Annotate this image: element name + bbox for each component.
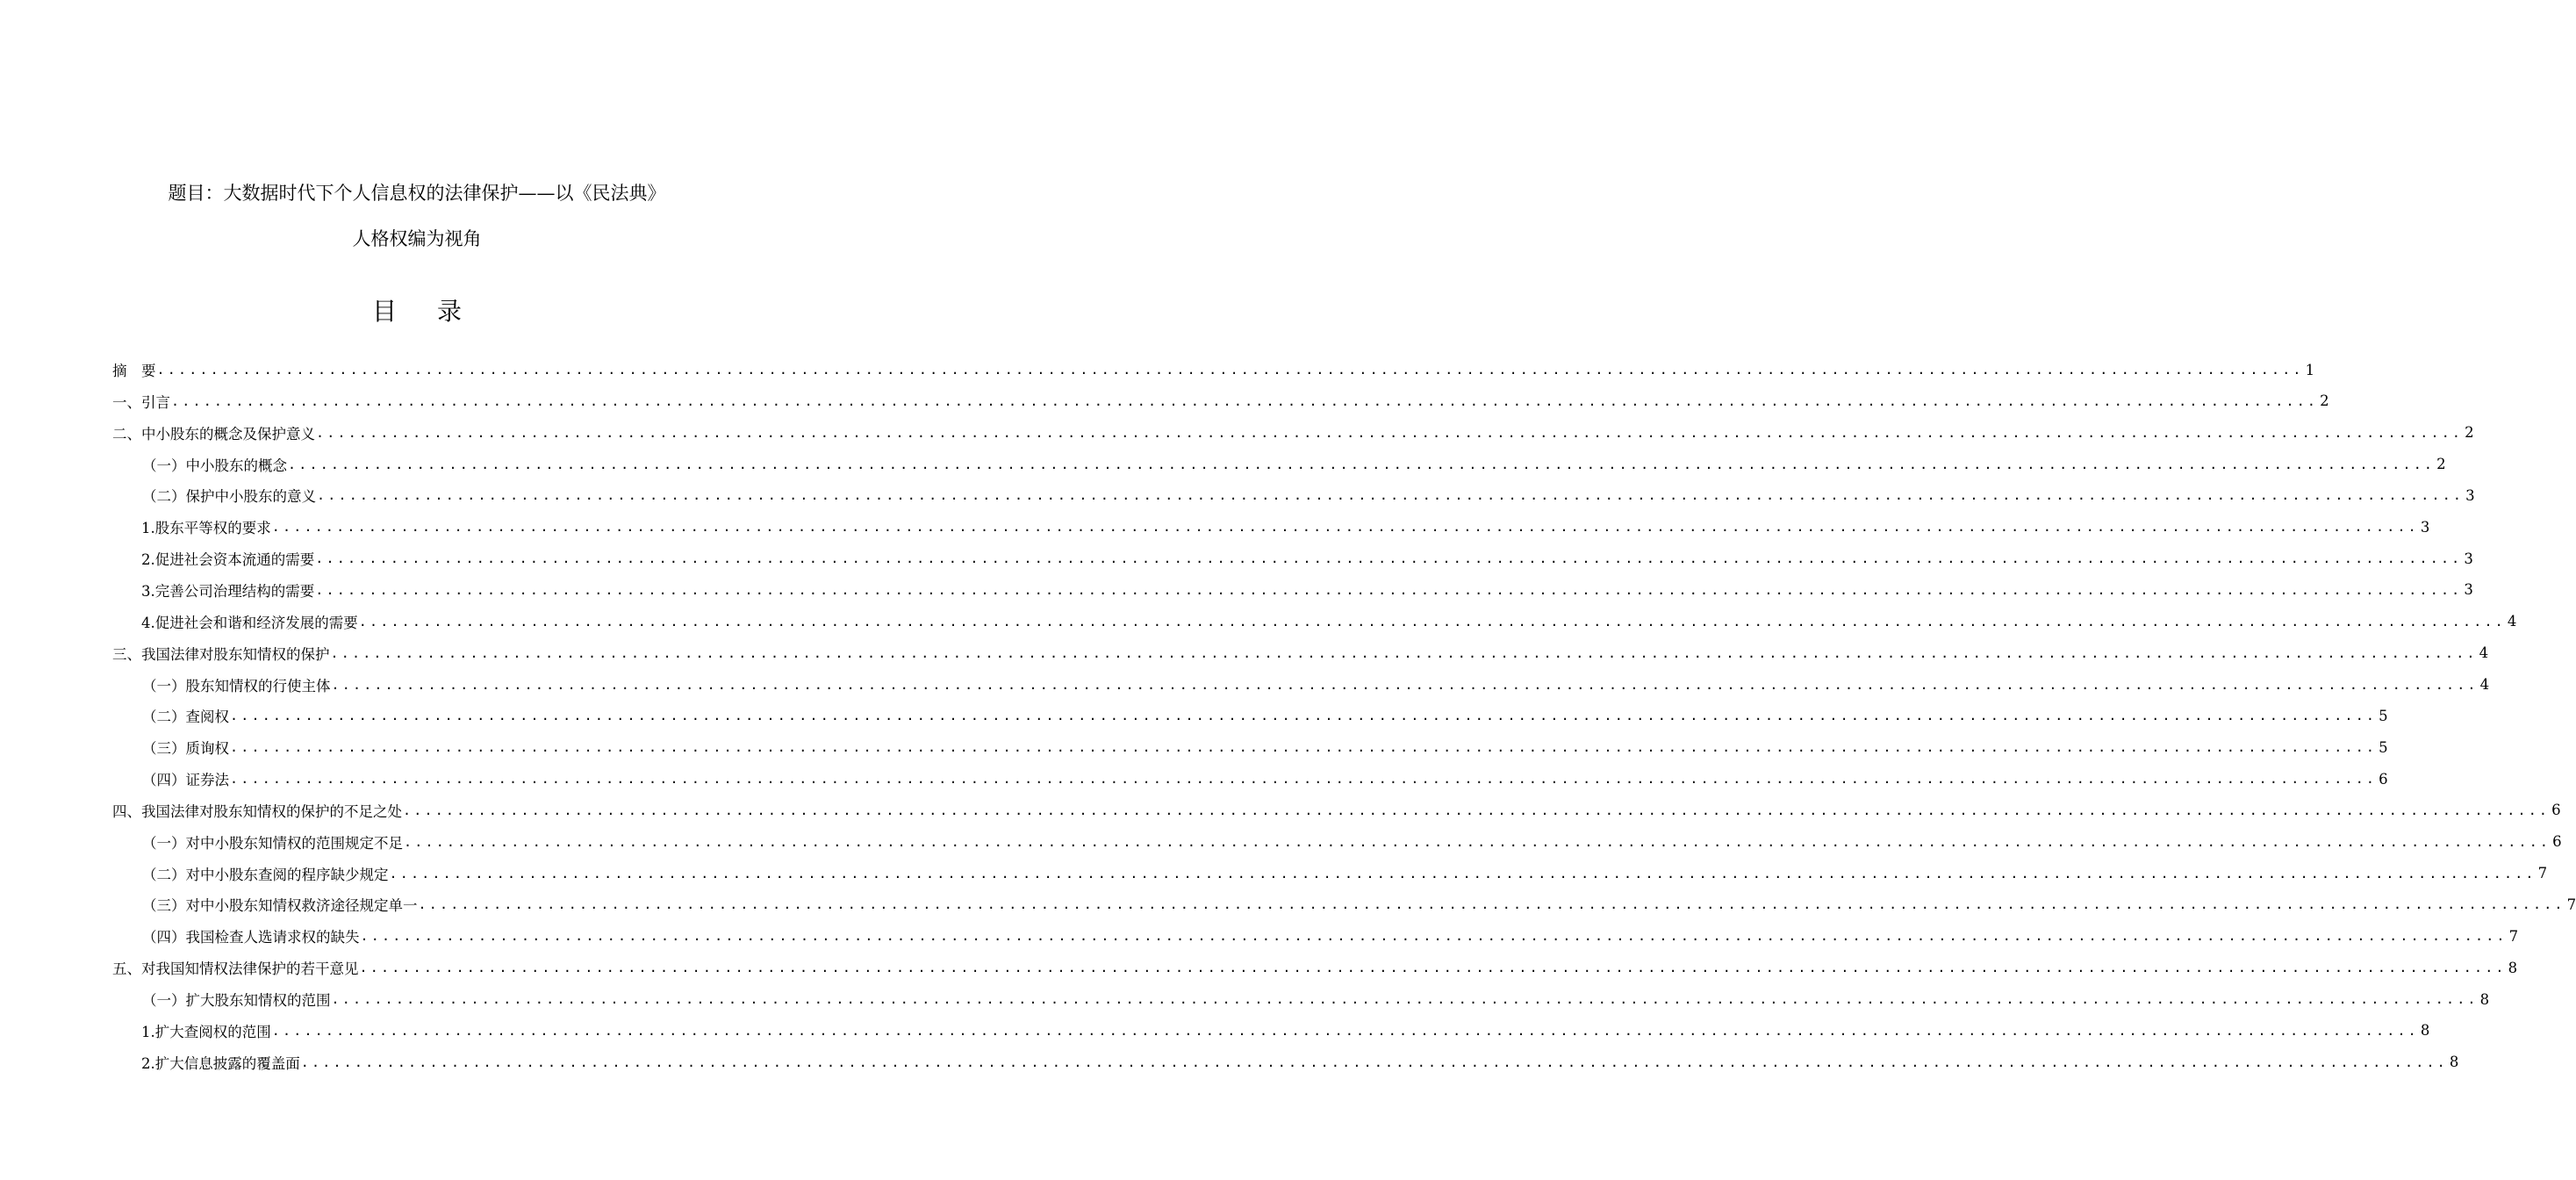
toc-entry[interactable] <box>112 512 2430 542</box>
toc-entry-page-number: 4 <box>2479 644 2489 662</box>
toc-entry-page-number: 2 <box>2320 392 2329 410</box>
toc-entry[interactable] <box>112 953 2518 982</box>
toc-entry-page-number: 5 <box>2379 707 2388 724</box>
toc-dot-leader: ........................................................................................................................................................................................................ <box>389 865 2537 881</box>
toc-entry-page-number: 4 <box>2507 613 2517 630</box>
toc-entry-page-number: 8 <box>2449 1054 2459 1071</box>
toc-entry[interactable] <box>112 638 2489 668</box>
toc-entry-title: （二）对中小股东查阅的程序缺少规定 <box>142 866 389 883</box>
toc-entry-title: （四）我国检查人选请求权的缺失 <box>142 929 360 946</box>
toc-entry-page-number: 1 <box>2305 361 2315 378</box>
toc-entry[interactable] <box>112 1047 2459 1077</box>
toc-dot-leader: ........................................................................................................................................................................................................ <box>271 1022 2419 1039</box>
toc-dot-leader: ........................................................................................................................................................................................................ <box>317 487 2465 504</box>
document-title-line-2: 人格权编为视角 <box>352 228 482 249</box>
toc-entry-page-number: 3 <box>2464 581 2473 599</box>
toc-entry[interactable] <box>112 764 2388 794</box>
toc-entry-page-number: 7 <box>2508 927 2519 945</box>
toc-dot-leader: ........................................................................................................................................................................................................ <box>316 424 2464 441</box>
toc-entry-page-number: 8 <box>2479 990 2490 1008</box>
toc-entry-title: 3.完善公司治理结构的需要 <box>141 582 315 600</box>
toc-entry-page-number: 2 <box>2436 456 2446 473</box>
toc-entry-title: （二）保护中小股东的意义 <box>142 488 316 506</box>
toc-dot-leader: ........................................................................................................................................................................................................ <box>330 644 2478 661</box>
toc-entry-title: 五、对我国知情权法律保护的若干意见 <box>112 961 359 978</box>
toc-dot-leader: ........................................................................................................................................................................................................ <box>403 802 2551 818</box>
toc-entry[interactable] <box>112 418 2474 448</box>
toc-entry[interactable] <box>112 859 2548 889</box>
toc-entry-title: （四）证券法 <box>142 772 229 789</box>
toc-dot-leader: ........................................................................................................................................................................................................ <box>230 739 2378 756</box>
toc-entry-title: （一）股东知情权的行使主体 <box>142 677 331 694</box>
toc-entry-page-number: 4 <box>2479 676 2490 693</box>
toc-entry[interactable] <box>112 827 2562 857</box>
toc-entry-page-number: 6 <box>2551 802 2561 819</box>
toc-heading-char-1: 目 <box>371 297 397 326</box>
toc-entry[interactable] <box>112 701 2388 730</box>
toc-dot-leader: ........................................................................................................................................................................................................ <box>404 833 2551 850</box>
toc-entry[interactable] <box>112 670 2490 700</box>
toc-dot-leader: ........................................................................................................................................................................................................ <box>418 896 2565 913</box>
toc-entry-page-number: 6 <box>2379 770 2388 788</box>
toc-entry[interactable] <box>112 889 2576 919</box>
toc-entry-page-number: 3 <box>2464 550 2473 567</box>
toc-entry[interactable] <box>112 1016 2430 1046</box>
toc-dot-leader: ........................................................................................................................................................................................................ <box>331 676 2479 693</box>
toc-dot-leader: ........................................................................................................................................................................................................ <box>359 960 2507 976</box>
toc-entry[interactable] <box>112 355 2315 385</box>
toc-dot-leader: ........................................................................................................................................................................................................ <box>230 771 2378 788</box>
toc-heading <box>0 297 834 327</box>
toc-entry-title: （一）对中小股东知情权的范围规定不足 <box>142 834 403 852</box>
toc-entry-title: 三、我国法律对股东知情权的保护 <box>112 645 330 663</box>
toc-entry-page-number: 6 <box>2552 833 2562 851</box>
toc-dot-leader: ........................................................................................................................................................................................................ <box>358 613 2506 630</box>
toc-entry-page-number: 3 <box>2420 518 2430 536</box>
toc-dot-leader: ........................................................................................................................................................................................................ <box>315 550 2463 567</box>
toc-entry[interactable] <box>112 543 2473 573</box>
toc-entry-title: （一）扩大股东知情权的范围 <box>142 992 331 1009</box>
toc-dot-leader: ........................................................................................................................................................................................................ <box>288 456 2436 472</box>
toc-entry-title: 2.扩大信息披露的覆盖面 <box>141 1054 300 1072</box>
toc-entry-title: 4.促进社会和谐和经济发展的需要 <box>141 614 358 631</box>
toc-entry[interactable] <box>112 921 2519 951</box>
toc-entry[interactable] <box>112 732 2388 762</box>
toc-dot-leader: ........................................................................................................................................................................................................ <box>300 1054 2448 1070</box>
toc-entry-title: （三）对中小股东知情权救济途径规定单一 <box>142 897 418 915</box>
toc-entry-title: 2.促进社会资本流通的需要 <box>141 551 315 569</box>
toc-entry-title: 摘 要 <box>112 363 156 379</box>
toc-entry[interactable] <box>112 607 2517 637</box>
toc-entry[interactable] <box>112 450 2446 479</box>
toc-entry[interactable] <box>112 984 2490 1014</box>
toc-entry-title: 一、引言 <box>112 393 170 411</box>
toc-entry-title: （二）查阅权 <box>142 709 229 726</box>
toc-entry-title: （一）中小股东的概念 <box>142 457 287 474</box>
toc-dot-leader: ........................................................................................................................................................................................................ <box>331 991 2479 1007</box>
toc-dot-leader: ........................................................................................................................................................................................................ <box>271 519 2419 536</box>
toc-entry-page-number: 2 <box>2465 424 2474 442</box>
toc-entry-page-number: 7 <box>2537 865 2548 882</box>
toc-entry-title: 1.扩大查阅权的范围 <box>141 1023 271 1040</box>
toc-entry-page-number: 7 <box>2566 896 2576 913</box>
toc-entry-page-number: 5 <box>2379 738 2388 756</box>
toc-entry-title: 四、我国法律对股东知情权的保护的不足之处 <box>112 802 402 820</box>
toc-entry-page-number: 8 <box>2420 1022 2430 1040</box>
toc-heading-char-2: 录 <box>437 297 463 326</box>
toc-dot-leader: ........................................................................................................................................................................................................ <box>315 581 2463 598</box>
toc-entry-title: 二、中小股东的概念及保护意义 <box>112 425 315 442</box>
toc-entry[interactable] <box>112 795 2561 825</box>
toc-entry-title: 1.股东平等权的要求 <box>141 520 271 537</box>
toc-dot-leader: ........................................................................................................................................................................................................ <box>360 928 2508 945</box>
toc-entry-title: （三）质询权 <box>142 740 229 758</box>
toc-entry[interactable] <box>112 575 2473 605</box>
toc-entry[interactable] <box>112 480 2475 510</box>
toc-dot-leader: ........................................................................................................................................................................................................ <box>156 362 2304 378</box>
toc-entry-page-number: 3 <box>2465 486 2475 504</box>
toc-entry-page-number: 8 <box>2508 959 2518 976</box>
toc-dot-leader: ........................................................................................................................................................................................................ <box>230 708 2378 724</box>
document-title-line-1: 题目：大数据时代下个人信息权的法律保护——以《民法典》 <box>168 183 666 204</box>
toc-entry[interactable] <box>112 386 2329 416</box>
toc-dot-leader: ........................................................................................................................................................................................................ <box>171 392 2319 409</box>
